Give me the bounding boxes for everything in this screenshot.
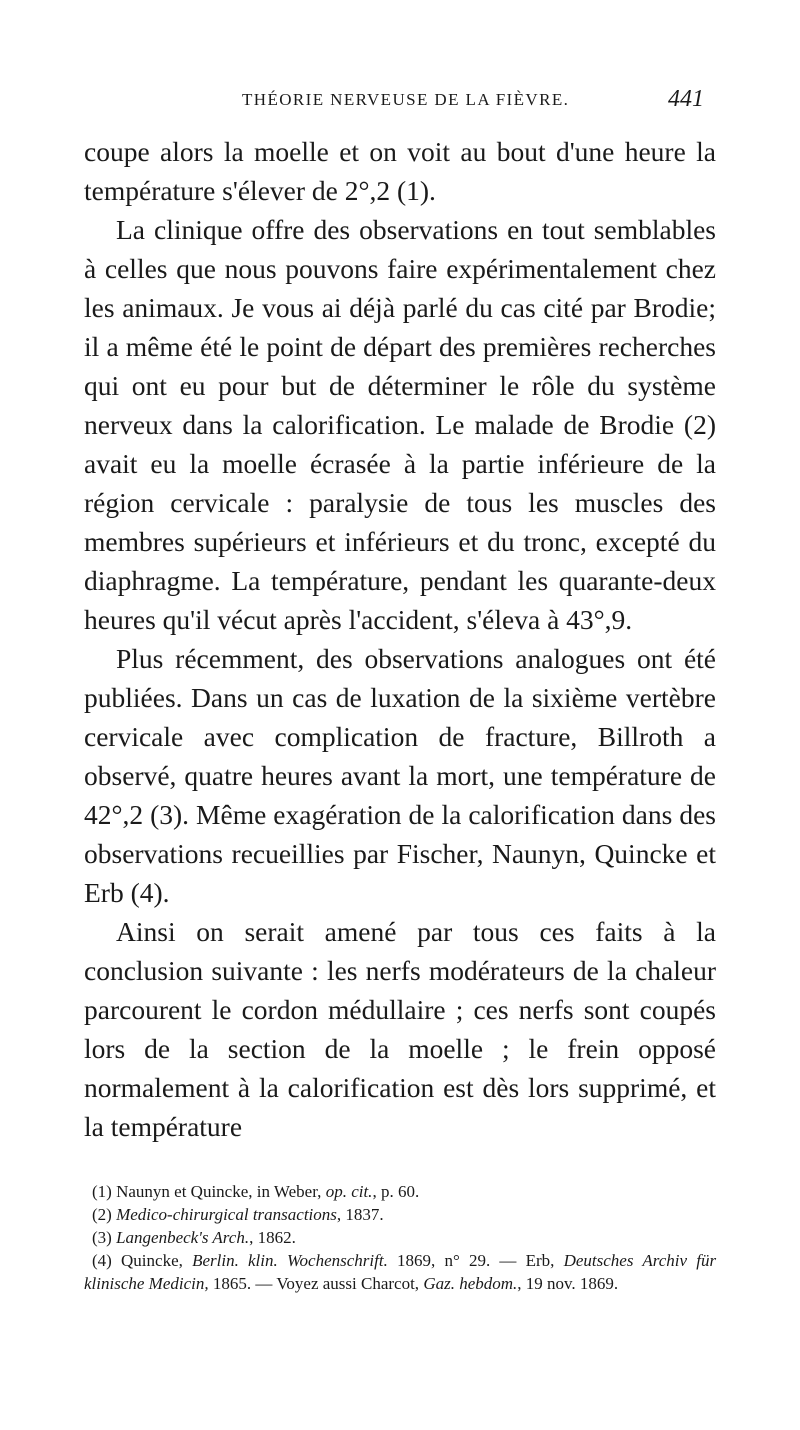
body-text <box>84 132 716 1146</box>
footnote-text: 1865. — Voyez aussi Charcot, <box>212 1274 420 1293</box>
footnote-text: , 1862. <box>249 1228 296 1247</box>
footnote-2 <box>84 1203 716 1226</box>
running-title: THÉORIE NERVEUSE DE LA FIÈVRE. <box>242 90 570 109</box>
footnote-text: , 19 nov. 1869. <box>517 1274 619 1293</box>
footnote-italic: Gaz. hebdom. <box>423 1274 518 1293</box>
footnote-italic: op. cit. <box>325 1182 373 1201</box>
footnote-1 <box>84 1180 716 1203</box>
footnote-number: (4) <box>92 1251 112 1270</box>
footnote-text: , p. 60. <box>372 1182 420 1201</box>
footnote-text: Quincke, <box>121 1251 183 1270</box>
footnote-3 <box>84 1226 716 1249</box>
paragraph-1: coupe alors la moelle et on voit au bout d'une heure la température s'élever de 2°,2 (1). <box>84 136 716 206</box>
footnote-number: (3) <box>92 1228 112 1247</box>
footnote-italic: Langenbeck's Arch. <box>116 1228 250 1247</box>
page-number: 441 <box>668 86 704 112</box>
footnote-number: (1) <box>92 1182 112 1201</box>
footnotes <box>84 1180 716 1295</box>
footnote-text: 1869, n° 29. — Erb, <box>397 1251 555 1270</box>
footnote-italic: Berlin. klin. Wochenschrift. <box>192 1251 388 1270</box>
footnote-italic: Deutsches Archiv für klinische Medicin, <box>84 1251 717 1293</box>
footnote-number: (2) <box>92 1205 112 1224</box>
footnote-text: , 1837. <box>336 1205 384 1224</box>
paragraph-2: La clinique offre des observations en tout semblables à celles que nous pouvons faire expérimentalement chez les animaux. Je vous ai déjà parlé du cas cité par Brodie; il a même été le point de départ des premières recherches qui ont eu pour but de déterminer le rôle du système nerveux dans la calorification. Le malade de Brodie (2) avait eu la moelle écrasée à la partie inférieure de la région cervicale : paralysie de tous les muscles des membres supérieurs et inférieurs et du tronc, excepté du diaphragme. La température, pendant les quarante-deux heures qu'il vécut après l'accident, s'éleva à 43°,9. <box>84 214 716 635</box>
footnote-text: Naunyn et Quincke, in Weber, <box>116 1182 322 1201</box>
page-header <box>0 86 800 116</box>
paragraph-4: Ainsi on serait amené par tous ces faits à la conclusion suivante : les nerfs modérateurs de la chaleur parcourent le cordon médullaire ; ces nerfs sont coupés lors de la section de la moelle ; le frein opposé normalement à la calorification est dès lors supprimé, et la température <box>84 916 716 1142</box>
paragraph-3: Plus récemment, des observations analogues ont été publiées. Dans un cas de luxation de la sixième vertèbre cervicale avec complication de fracture, Billroth a observé, quatre heures avant la mort, une température de 42°,2 (3). Même exagération de la calorification dans des observations recueillies par Fischer, Naunyn, Quincke et Erb (4). <box>84 643 716 908</box>
footnote-4 <box>84 1249 716 1295</box>
footnote-italic: Medico-chirurgical transactions <box>116 1205 337 1224</box>
